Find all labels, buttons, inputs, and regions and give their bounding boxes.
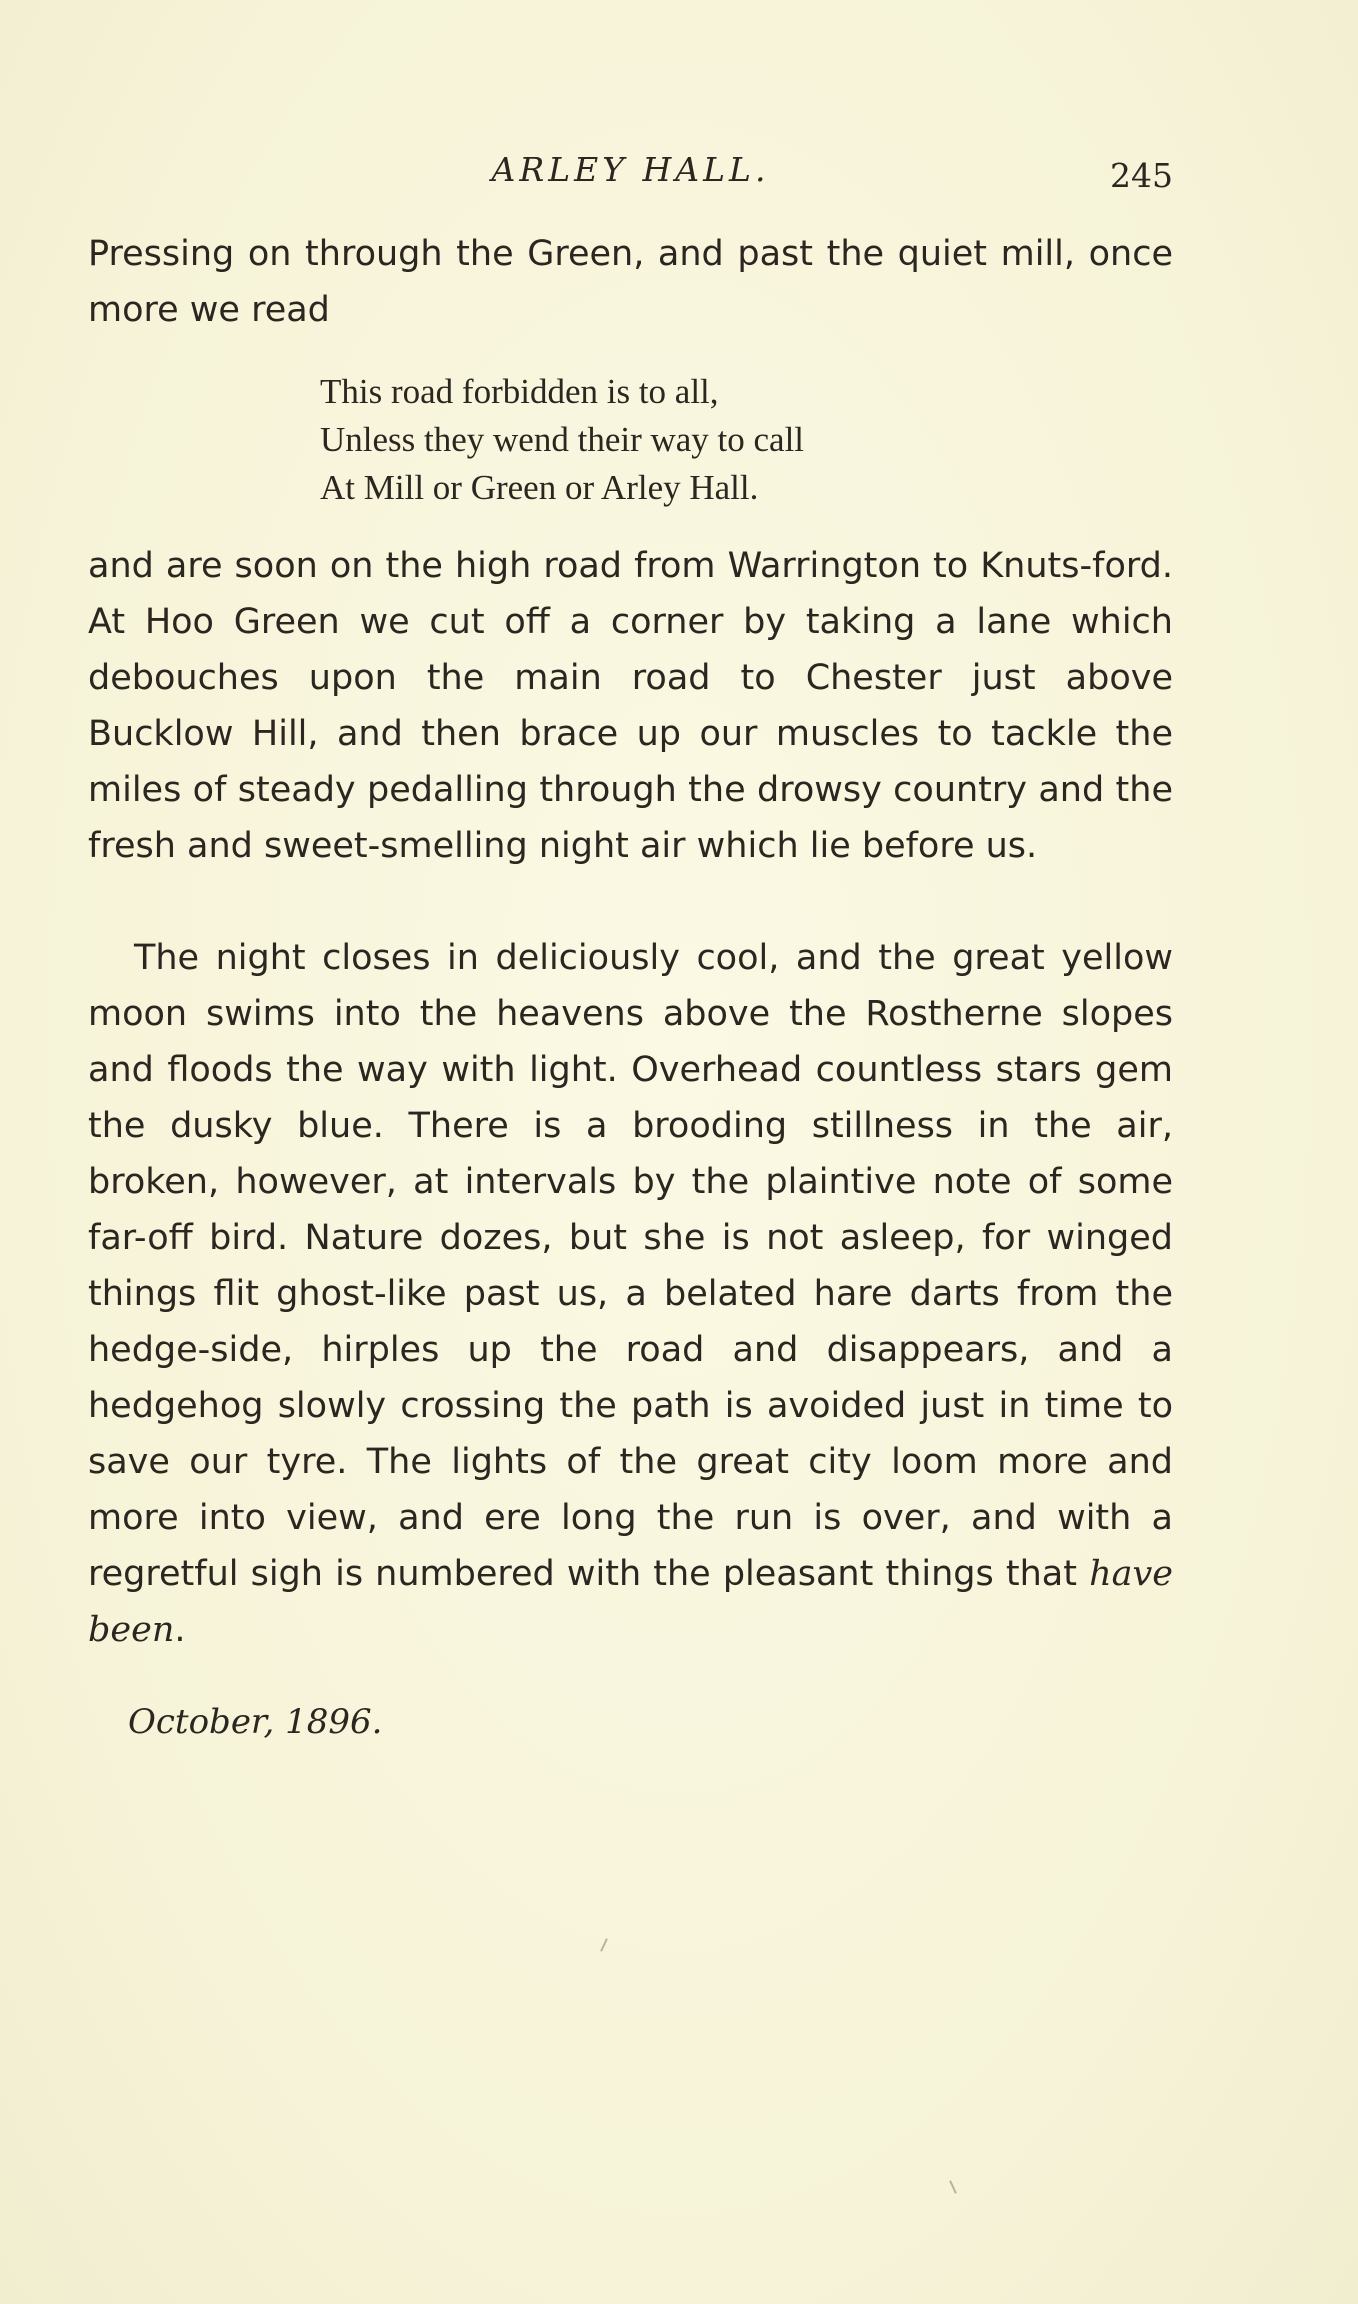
paper-speck	[600, 1938, 608, 1952]
page-number: 245	[1110, 156, 1173, 195]
paragraph-3-text: The night closes in deliciously cool, and the great yellow moon swims into the heavens above the Rostherne slopes and floods the way with light. Overhead countless stars gem the dusky blue. There is a brooding stillness in the air, broken, however, at intervals by the plaintive note of some far-off bird. Nature dozes, but she is not asleep, for winged things flit ghost-like past us, a belated hare darts from the hedge-side, hirples up the road and disappears, and a hedgehog slowly crossing the path is avoided just in time to save our tyre. The lights of the great city loom more and more into view, and ere long the run is over, and with a regretful sigh is numbered with the pleasant things that	[88, 938, 1173, 1594]
paragraph-3-end: .	[174, 1610, 186, 1650]
verse-block	[320, 368, 804, 512]
paragraph-1: Pressing on through the Green, and past the quiet mill, once more we read	[88, 234, 1173, 330]
paper-speck	[949, 2180, 957, 2194]
paragraph-3-emphasis: have been	[88, 1554, 1173, 1650]
running-head	[88, 150, 1173, 200]
verse-line: This road forbidden is to all,	[320, 372, 719, 411]
running-title: ARLEY HALL.	[491, 150, 770, 189]
dateline: October, 1896.	[128, 1702, 383, 1742]
verse-line: At Mill or Green or Arley Hall.	[320, 468, 759, 507]
paragraph-3	[88, 930, 1173, 1658]
verse-line: Unless they wend their way to call	[320, 420, 805, 459]
paragraph-2: and are soon on the high road from Warrington to Knuts-ford. At Hoo Green we cut off a corner by taking a lane which debouches upon the main road to Chester just above Bucklow Hill, and then brace up our muscles to tackle the miles of steady pedalling through the drowsy country and the fresh and sweet-smelling night air which lie before us.	[88, 546, 1173, 866]
